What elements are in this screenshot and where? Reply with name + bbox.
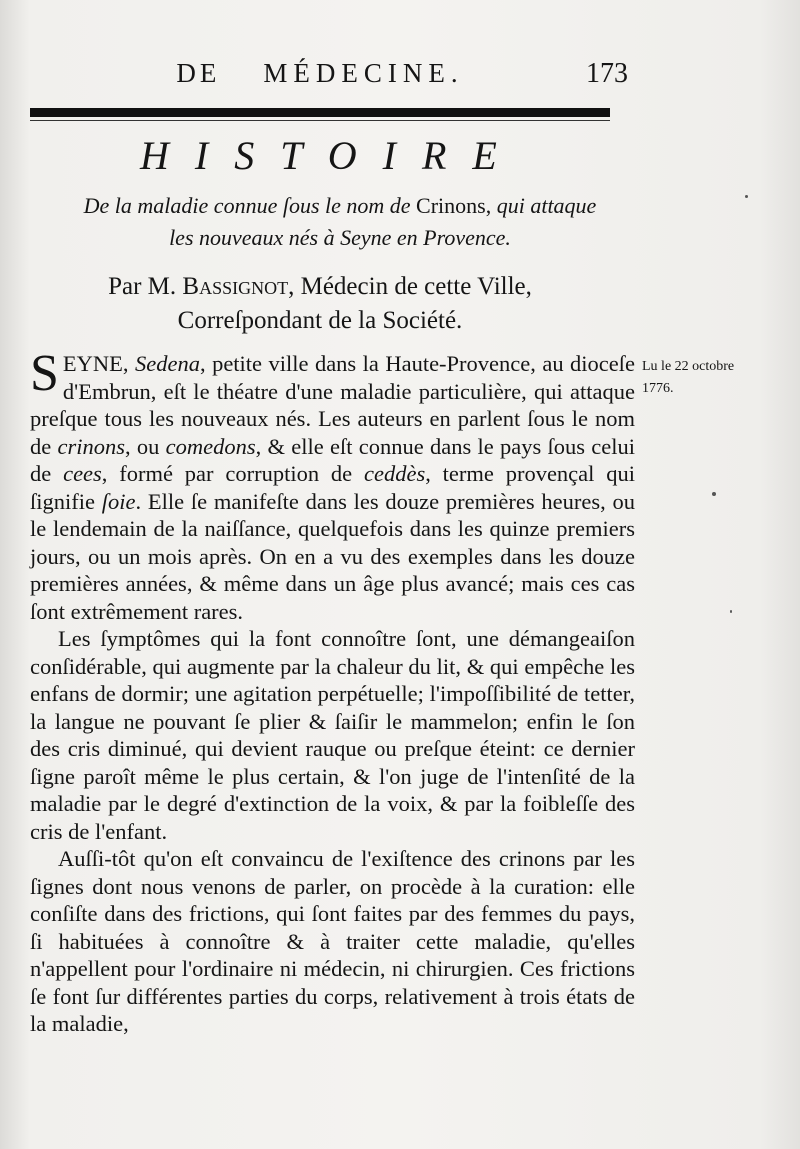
p1-part-f: comedons [165, 433, 256, 459]
p1-part-k: , terme provençal qui ſignifie [30, 461, 635, 514]
byline-prefix: Par M. [108, 273, 183, 300]
margin-note-line-2: 1776. [642, 381, 674, 396]
margin-note-line-1: Lu le 22 octobre [642, 359, 735, 374]
p1-part-j: ceddès [363, 461, 426, 486]
paragraph-1 [30, 345, 635, 625]
page-number: 173 [586, 58, 628, 89]
subtitle-line-1 [40, 190, 640, 222]
header-rule-thin [30, 120, 610, 121]
drop-cap: S [30, 345, 59, 402]
p1-part-g: , & elle eſt connue dans le pays ſous celui de [30, 433, 635, 486]
subtitle-part-b: Crinons, [416, 193, 497, 218]
byline-line-2: Correſpondant de la Société. [177, 307, 463, 334]
margin-note [642, 356, 792, 400]
byline [40, 270, 600, 338]
running-head-prefix: DE [176, 58, 221, 88]
subtitle-part-c: qui attaque [496, 193, 597, 218]
byline-rest: , Médecin de cette Ville, [288, 273, 532, 300]
subtitle-line-2: les nouveaux nés à Seyne en Provence. [169, 225, 511, 250]
byline-line-1 [40, 270, 600, 304]
paragraph-3: Auſſi-tôt qu'on eſt convaincu de l'exiſtence des crinons par les ſignes dont nous venons de parler, on procède à la curation: elle conſiſte dans des frictions, qui ſont faites par des femmes du pays, ſi habituées à connoître & à traiter cette maladie, qu'elles n'appellent pour l'ordinaire ni médecin, ni chirurgien. Ces frictions ſe font ſur différentes parties du corps, relativement à trois états de la maladie, [30, 846, 635, 1036]
p1-part-d: crinons [57, 433, 125, 459]
p1-part-c: , petite ville dans la Haute-Provence, au dioceſe d'Embrun, eſt le théatre d'une maladie particulière, qui attaque preſque tous les nouveaux nés. Les auteurs en parlent ſous le nom de [30, 351, 635, 459]
subtitle-part-a: De la maladie connue ſous le nom de [83, 193, 417, 218]
ink-speck [712, 492, 716, 496]
p1-part-e: , ou [125, 433, 166, 459]
ink-speck [745, 195, 748, 198]
p1-part-m: . Elle ſe manifeſte dans les douze premières heures, ou le lendemain de la naiſſance, quelquefois dans les quinze premiers jours, ou un mois après. On en a vu des exemples dans les douze premières années, & même dans un âge plus avancé; mais ces cas ſont extrêmement rares. [30, 488, 635, 624]
body-text [30, 345, 635, 1038]
p1-part-h: cees [63, 461, 102, 486]
header-rule [30, 108, 610, 117]
byline-author: Bassignot [182, 273, 289, 300]
ink-speck [730, 610, 732, 613]
running-head [0, 58, 640, 89]
p1-part-b: Sedena [135, 351, 200, 376]
paragraph-2: Les ſymptômes qui la font connoître ſont, une démangeaiſon conſidérable, qui augmente par la chaleur du lit, & qui empêche les enfans de dormir; une agitation perpétuelle; l'impoſſibilité de tetter, la langue ne pouvant ſe plier & ſaiſir le mammelon; enfin le ſon des cris diminué, qui devient rauque ou preſque éteint: ce dernier ſigne paroît même le plus certain, & l'on juge de l'intenſité de la maladie par le degré d'extinction de la voix, & par la foibleſſe des cris de l'enfant. [30, 626, 635, 844]
article-title: HISTOIRE [140, 133, 523, 178]
article-subtitle [40, 190, 640, 254]
p1-part-i: , formé par corruption de [101, 461, 364, 486]
running-head-title: MÉDECINE. [263, 58, 464, 88]
p1-part-l: ſoie [101, 488, 136, 514]
p1-part-a: EYNE, [62, 351, 135, 376]
